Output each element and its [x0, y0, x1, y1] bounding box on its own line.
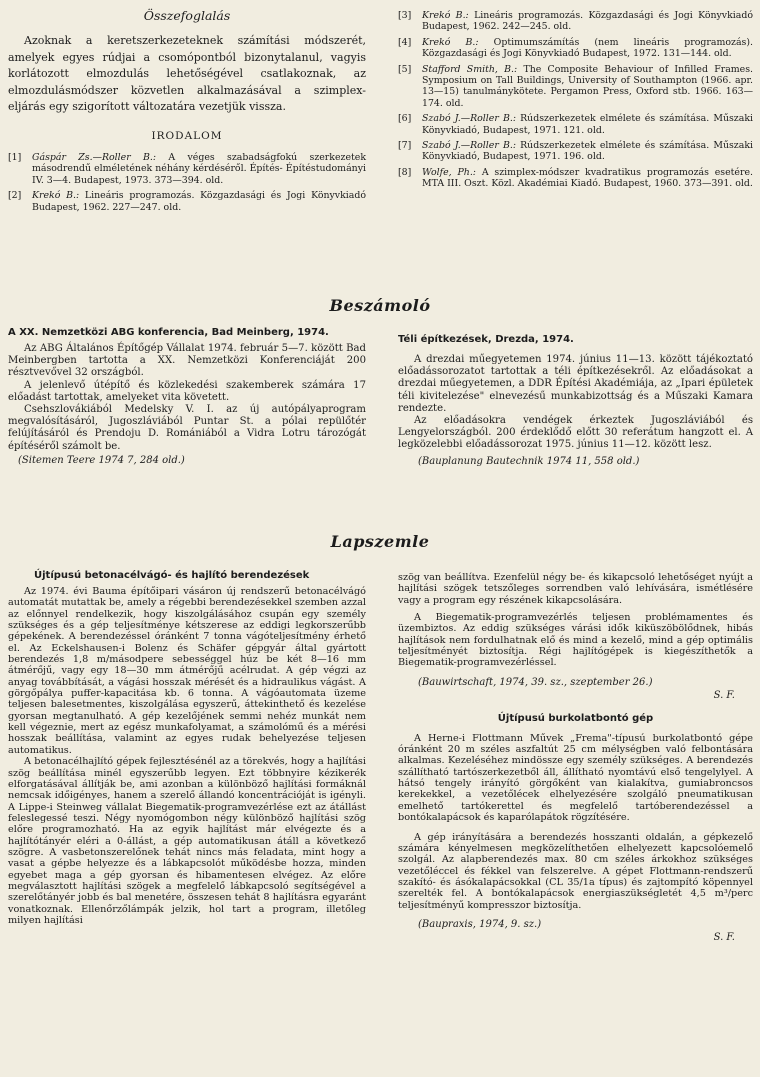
- reference-authors: Szabó J.—Roller B.:: [422, 140, 516, 152]
- reference-text: Optimumszámítás (nem lineáris programozás). Közgazdasági és Jogi Könyvkiadó Budapest, 1972. 131—144. old.: [422, 36, 753, 60]
- article1-paragraph: A Biegematik-programvezérlés teljesen problémamentes és üzembiztos. Az eddig szükséges várási idők kiküszöbölődnek, hibás hajlítások nem fordulhatnak elő és mind a kezelő, mind a gép optimális teljesítményét biztosítja. Régi hajlítógépek is kiegészíthetők a Biegematik-programvezérléssel.: [398, 612, 753, 669]
- article1-signature: S. F.: [713, 689, 735, 701]
- reference-body: [422, 140, 753, 163]
- reference-number: [6]: [398, 113, 412, 125]
- reference-authors: Krekó B.:: [32, 190, 80, 202]
- reference-text: Rúdszerkezetek elmélete és számítása. Műszaki Könyvkiadó, Budapest, 1971. 196. old.: [422, 140, 754, 163]
- summary-text: Azoknak a keretszerkezeteknek számítási módszerét, amelyek egyes rúdjai a csomópontból bizonytalanul, vagyis korlátozott elmozdulás lehetőségével csatlakoznak, az elmozdulásmódszer közvetlen alkalmazásával a szimplex-eljárás egy szigorított változatára vezetjük vissza.: [8, 34, 366, 114]
- reference-text: Rúdszerkezetek elmélete és számítása. Műszaki Könyvkiadó, Budapest, 1971. 121. old.: [422, 113, 754, 136]
- reference-text: Lineáris programozás. Közgazdasági és Jogi Könyvkiadó Budapest, 1962. 242—245. old.: [422, 10, 754, 33]
- reference-number: [7]: [398, 140, 412, 152]
- reference-number: [3]: [398, 10, 412, 21]
- beszamolo-right-source: (Bauplanung Bautechnik 1974 11, 558 old.): [418, 455, 640, 467]
- article2-source: (Baupraxis, 1974, 9. sz.): [418, 918, 542, 930]
- reference-body: [422, 37, 753, 60]
- reference-body: [32, 190, 366, 213]
- article1-paragraph: Az 1974. évi Bauma építőipari vásáron új rendszerű betonacélvágó automatát mutattak be, amely a régebbi berendezésekkel szemben azzal az előnnyel rendelkezik, hogy kiszolgálásához csupán egy személy szükséges és a gép teljesítménye kétszerese az eddigi legkorszerűbb gépekének. A berendezéssel óránként 7 tonna vágóteljesítmény érhető el. Az Eckelshausen-i Bolenz és Schäfer gépgyár által gyártott berendezés 1,8 m/másodpere sebességgel húz be két 8—16 mm átmérőjű, vagy egy 18—30 mm átmérőjű acélrudat. A gép végzi az anyag továbbítását, a vágási hosszak mérését és a hidraulikus vágást. A görgőpálya puffer-kapacitása kb. 6 tonna. A vágóautomata üzeme teljesen balesetmentes, kiszolgálása egyszerű, áttekinthető és kezelése gyorsan megtanulható. A gép kezelőjének semmi nehéz munkát nem kell végeznie, mert az egész munkafolyamat, a számolómű és a mérési hosszak beállítása, valamint az egyes rudak behelyezése teljesen automatikus.: [8, 586, 366, 756]
- reference-item: [398, 10, 753, 33]
- summary-title: Összefoglalás: [143, 8, 231, 23]
- lapszemle-title: Lapszemle: [330, 532, 430, 551]
- beszamolo-right-heading: Téli építkezések, Drezda, 1974.: [398, 334, 574, 345]
- reference-number: [8]: [398, 166, 412, 178]
- reference-text: The Composite Behaviour of Infilled Frames. Symposium on Tall Buildings, University of Southampton (1966. apr. 13—15) tanulmánykötete. Pergamon Press, Oxford stb. 1966. 163—174. old.: [422, 63, 754, 109]
- beszamolo-right-article: [398, 334, 753, 467]
- references-list-left: [8, 152, 366, 213]
- article2-heading: Újtípusú burkolatbontó gép: [497, 712, 654, 724]
- reference-item: [398, 37, 753, 60]
- reference-number: [2]: [8, 190, 22, 202]
- references-continued: [398, 10, 753, 194]
- reference-item: [8, 190, 366, 213]
- reference-authors: Krekó B.:: [422, 36, 479, 48]
- article2-paragraph: A gép irányítására a berendezés hosszanti oldalán, a gépkezelő számára kényelmesen megközelíthetően elhelyezett kapcsolóemelő szolgál. Az alapberendezés max. 80 cm széles árkokhoz szükséges vezetőléccel és fékkel van felszerelve. A gépet Flottmann-rendszerű szakító- és ásókalapácsokkal (CL 35/1a típus) és zajtompító köpennyel szerelték fel. A bontókalapácsok energiaszükségletét 4,5 m³/perc teljesítményű kompresszor biztosítja.: [398, 831, 753, 911]
- reference-body: [422, 113, 753, 136]
- reference-authors: Gáspár Zs.—Roller B.:: [32, 151, 157, 163]
- lapszemle-article1-right: [398, 572, 753, 943]
- reference-item: [398, 167, 753, 190]
- reference-item: [8, 152, 366, 186]
- references-heading: IRODALOM: [151, 129, 223, 142]
- beszamolo-left-source: (Sitemen Teere 1974 7, 284 old.): [18, 454, 185, 466]
- summary-section: [8, 8, 366, 217]
- beszamolo-left-article: [8, 327, 366, 466]
- reference-item: [398, 113, 753, 136]
- article1-source: (Bauwirtschaft, 1974, 39. sz., szeptember 26.): [418, 676, 653, 688]
- reference-authors: Szabó J.—Roller B.:: [422, 113, 516, 125]
- reference-body: [32, 152, 366, 186]
- reference-number: [1]: [8, 151, 22, 163]
- reference-text: A szimplex-módszer kvadratikus programozás esetére. MTA III. Oszt. Közl. Akadémiai Kiadó. Budapest, 1960. 373—391. old.: [422, 166, 753, 190]
- article1-paragraph: A betonacélhajlító gépek fejlesztésénél az a törekvés, hogy a hajlítási szög beállítása minél egyszerűbb legyen. Ezt többnyire kézikerék elforgatásával állítják be, ami azonban a különböző hajlítási formáknál nemcsak időigényes, hanem a szerelő állandó koncentrációját is igényli. A Lippe-i Steinweg vállalat Biegematik-programvezérlése ezt az átállást feleslegessé teszi. Négy nyomógombon négy különböző hajlítási szög előre programozható. Ha az egyik hajlítást már elvégezte és a hajlítótányér eléri a 0-állást, a gép automatikusan átáll a következő szögre. A vasbetonszerelőnek tehát nincs más feladata, mint hogy a vasat a gépbe helyezze és a lábkapcsolót működésbe hozza, minden egyebet maga a gép gyorsan és hibamentesen elvégez. Az előre megválasztott hajlítási szögek a megfelelő lábkapcsoló segítségével a szerelőtányér jobb és bal menetére, összesen tehát 8 hajlításra egyaránt vonatkoznak. Ellenőrzőlámpák jelzik, hol tart a program, illetőleg milyen hajlítási: [8, 756, 366, 926]
- reference-authors: Wolfe, Ph.:: [422, 166, 476, 178]
- reference-number: [4]: [398, 36, 412, 48]
- beszamolo-left-paragraph: Csehszlovákiából Medelsky V. I. az új autópályaprogram megvalósításáról, Jugoszláviából Puntar St. a pólai repülőtér felújításáról és Prendoju D. Romániából a Vidra Lotru tározógát építéséről számolt be.: [8, 404, 366, 452]
- reference-item: [398, 140, 753, 163]
- beszamolo-left-heading: A XX. Nemzetközi ABG konferencia, Bad Meinberg, 1974.: [8, 327, 329, 338]
- beszamolo-title: Beszámoló: [329, 296, 431, 315]
- reference-body: [422, 167, 753, 190]
- beszamolo-left-paragraph: A jelenlevő útépítő és közlekedési szakemberek számára 17 előadást tartottak, amelyeket vita követett.: [8, 379, 366, 403]
- reference-item: [398, 64, 753, 110]
- reference-number: [5]: [398, 63, 412, 75]
- reference-authors: Stafford Smith, B.:: [422, 63, 518, 75]
- article1-heading: Újtípusú betonacélvágó- és hajlító berendezések: [34, 570, 310, 581]
- reference-text: A véges szabadságfokú szerkezetek másodrendű elméletének néhány kérdéséről. Építés- Építéstudományi IV. 3—4. Budapest, 1973. 373—394. old.: [32, 151, 367, 186]
- beszamolo-right-paragraph: Az előadásokra vendégek érkeztek Jugoszláviából és Lengyelországból. 200 érdeklődő előtt 30 referátum hangzott el. A legközelebbi előadássorozat 1975. június 11—12. között lesz.: [398, 415, 753, 451]
- reference-authors: Krekó B.:: [422, 10, 469, 21]
- reference-body: [422, 10, 753, 33]
- references-list-right: [398, 10, 753, 190]
- article2-paragraph: A Herne-i Flottmann Művek „Frema"-típusú burkolatbontó gépe óránként 20 m széles aszfaltút 25 cm mélységben való felbontására alkalmas. Kezeléséhez mindössze egy személy szükséges. A berendezés szállítható tartószerkezetből áll, állítható nyomtávú első tengelylyel. A hátsó tengely irányító görgőként van kialakítva, gumiabroncsos kerekekkel, a vezetőlécek elhelyezésére szolgáló pneumatikusan emelhető tartókerettel és megfelelő tartóberendezéssel a bontókalapácsok és kaparólapátok rögzítésére.: [398, 732, 753, 824]
- beszamolo-right-paragraph: A drezdai műegyetemen 1974. június 11—13. között tájékoztató előadássorozatot tartottak a téli építkezésekről. Az előadásokat a drezdai műegyetemen, a DDR Építési Akadémiája, az „Ipari épületek téli kivitelezése" elnevezésű munkabizottság és a Műszaki Kamara rendezte.: [398, 354, 753, 414]
- lapszemle-article1-left: [8, 570, 366, 926]
- article2-signature: S. F.: [713, 931, 735, 943]
- reference-text: Lineáris programozás. Közgazdasági és Jogi Könyvkiadó Budapest, 1962. 227—247. old.: [32, 190, 367, 213]
- article1-paragraph: szög van beállítva. Ezenfelül négy be- és kikapcsoló lehetőséget nyújt a hajlítási szögek tetszőleges sorrendben való lehívására, ismétlésére vagy a program egy részének kikapcsolására.: [398, 572, 753, 606]
- beszamolo-left-paragraph: Az ABG Általános Építőgép Vállalat 1974. február 5—7. között Bad Meinbergben tartotta a XX. Nemzetközi Konferenciáját 200 résztvevővel 32 országból.: [8, 343, 366, 379]
- reference-body: [422, 64, 753, 110]
